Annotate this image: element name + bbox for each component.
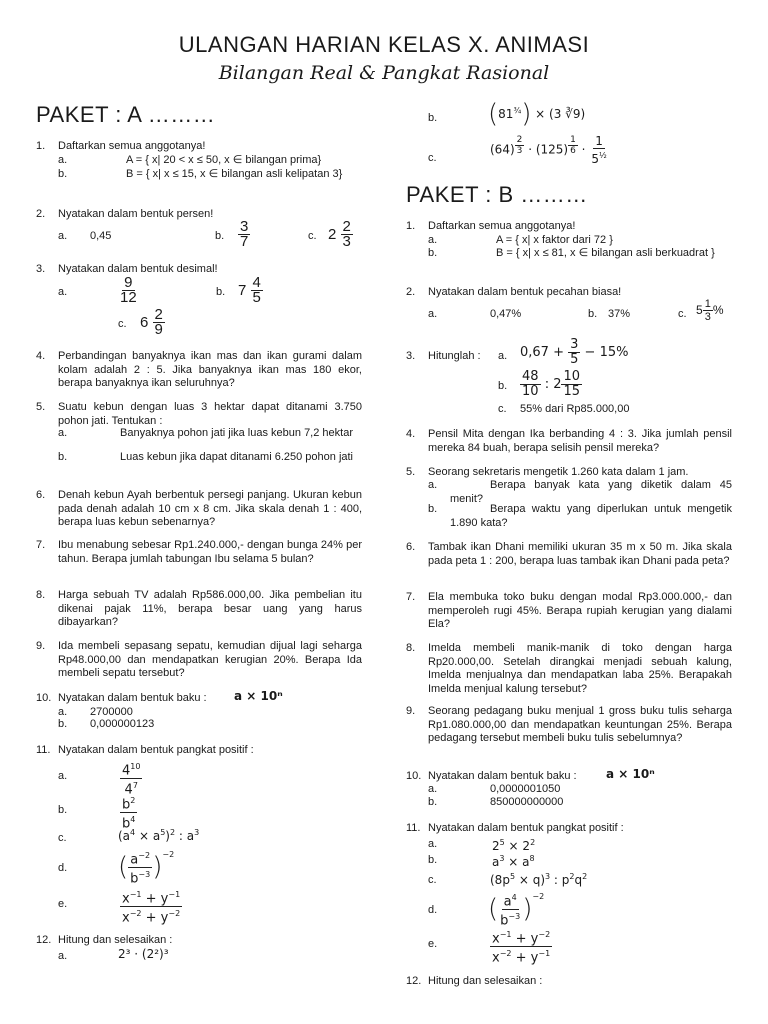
denominator: 7: [240, 233, 249, 250]
option-text: B = { x| x ≤ 15, x ∈ bilangan asli kelipatan 3}: [126, 168, 343, 180]
option-letter: c.: [58, 832, 67, 844]
option-letter: a.: [58, 286, 68, 298]
question-text: Nyatakan dalam bentuk baku :: [428, 770, 577, 782]
option-letter: b.: [498, 380, 508, 392]
denominator: 3: [704, 311, 711, 323]
expression: ( $\frac{a^{-2}}{b^{-3}}$ )$^{-2}$: [118, 850, 175, 887]
option-letter: a.: [428, 479, 438, 491]
question-number: 4.: [36, 350, 46, 362]
question-number: 4.: [406, 428, 416, 440]
expression: $\frac{x^{-1} + y^{-2}}{x^{-2} + y^{-1}}$: [492, 930, 551, 966]
option-text: A = { x| x faktor dari 72 }: [496, 234, 613, 246]
question-number: 12.: [36, 934, 52, 946]
option-letter: b.: [428, 247, 438, 259]
expression: $\frac{4^{10}}{4^7}$: [122, 762, 141, 798]
question-number: 5.: [406, 466, 416, 478]
option-value: 2700000: [90, 706, 133, 718]
question-text: Nyatakan dalam bentuk baku :: [58, 692, 207, 704]
option-letter: d.: [58, 862, 68, 874]
option-letter: e.: [428, 938, 438, 950]
option-letter: c.: [428, 874, 437, 886]
denominator: 9: [154, 321, 163, 338]
question-text: Denah kebun Ayah berbentuk persegi panjang. Ukuran kebun pada denah adalah 10 cm x 8 cm. Jika skala denah 1 : 400, berapa luas kebun sebenarnya?: [58, 489, 362, 528]
question-number: 12.: [406, 975, 422, 987]
question-number: 7.: [406, 591, 416, 603]
question-text: Nyatakan dalam bentuk pangkat positif :: [428, 822, 624, 834]
question-number: 7.: [36, 539, 46, 551]
option-value: 37%: [608, 308, 631, 320]
page-subtitle: Bilangan Real & Pangkat Rasional: [218, 62, 550, 84]
expression: 0,67 + $\frac{3}{5}$ − 15%: [520, 337, 629, 367]
option-letter: b.: [428, 854, 438, 866]
question-text: Perbandingan banyaknya ikan mas dan ikan gurami dalam kolam adalah 2 : 5. Jika banyaknya ikan mas 180 ekor, berapa banyaknya ikan seluruhnya?: [58, 350, 362, 389]
question-text: Nyatakan dalam bentuk pecahan biasa!: [428, 286, 622, 298]
question-number: 9.: [406, 705, 416, 717]
option-value: 0,0000001050: [490, 783, 561, 795]
question-number: 3.: [36, 263, 46, 275]
question-text: Ela membuka toko buku dengan modal Rp3.000.000,- dan memperoleh rugi 45%. Berapa rupiah kerugian yang dialami Ela?: [428, 591, 732, 630]
whole: 7: [238, 281, 247, 299]
expression: $\frac{48}{10}$ : 2 $\frac{10}{15}$: [522, 369, 581, 399]
percent-sign: %: [712, 302, 724, 317]
question-number: 10.: [36, 692, 52, 704]
option-letter: e.: [58, 898, 68, 910]
option-letter: a.: [58, 427, 68, 439]
question-text: Seorang pedagang buku menjual 1 gross buku tulis seharga Rp1.080.000,00 dan mendapatkan keuntungan 25%. Berapa pedagang tersebut membeli buku tulis sebelumnya?: [428, 705, 732, 744]
mixed-fraction: [328, 220, 353, 249]
numerator: 2: [342, 218, 351, 235]
question-text: Harga sebuah TV adalah Rp586.000,00. Jika pembelian itu dikenai pajak 11%, berapa besar uang yang harus dibayarkan?: [58, 589, 362, 628]
question-text: Hitung dan selesaikan :: [428, 975, 543, 987]
question-number: 11.: [406, 822, 421, 834]
option-value: 0,47%: [490, 308, 522, 320]
option-letter: b.: [216, 286, 226, 298]
option-value: 0,45: [90, 230, 112, 242]
expression: (64) $\frac{2}{3}$ · (125) $\frac{1}{6}$ · $\frac{1}{5^{\frac{1}{2}}}$: [490, 134, 607, 166]
option-letter: a.: [58, 154, 68, 166]
option-letter: c.: [428, 152, 437, 164]
option-letter: d.: [428, 904, 438, 916]
option-letter: a.: [58, 950, 68, 962]
numerator: 9: [124, 274, 133, 291]
option-letter: b.: [428, 796, 438, 808]
expression: $\frac{b^2}{b^4}$: [122, 796, 136, 832]
paket-b-heading: PAKET : B ………: [406, 182, 588, 207]
fraction: [118, 276, 139, 305]
question-text: Pensil Mita dengan Ika berbanding 4 : 3. Jika jumlah pensil mereka 84 buah, berapa selisih pensil mereka?: [428, 428, 732, 454]
standard-form: a × 10ⁿ: [234, 689, 283, 703]
question-text: Hitung dan selesaikan :: [58, 934, 173, 946]
option-letter: a.: [58, 230, 68, 242]
question-number: 9.: [36, 640, 46, 652]
question-text: Ibu menabung sebesar Rp1.240.000,- dengan bunga 24% per tahun. Berapa jumlah tabungan Ibu selama 5 bulan?: [58, 539, 362, 565]
standard-form: a × 10ⁿ: [606, 767, 655, 781]
option-letter: a.: [428, 783, 438, 795]
expression: $2^5 \times 2^2$: [492, 838, 536, 853]
option-letter: b.: [58, 718, 68, 730]
question-number: 8.: [36, 589, 46, 601]
question-text: Nyatakan dalam bentuk persen!: [58, 208, 214, 220]
whole: 2: [328, 225, 337, 243]
question-number: 5.: [36, 401, 46, 413]
question-text: Suatu kebun dengan luas 3 hektar dapat ditanami 3.750 pohon jati. Tentukan :: [58, 401, 362, 427]
numerator: 1: [704, 298, 711, 310]
fraction: [238, 220, 250, 249]
question-number: 3.: [406, 350, 416, 362]
option-letter: a.: [428, 234, 438, 246]
whole: 5: [696, 302, 703, 317]
option-letter: b.: [58, 804, 68, 816]
option-letter: c.: [678, 308, 687, 320]
page-title: ULANGAN HARIAN KELAS X. ANIMASI: [178, 32, 590, 57]
expression: $\frac{x^{-1} + y^{-1}}{x^{-2} + y^{-2}}$: [122, 890, 181, 926]
option-letter: a.: [428, 308, 438, 320]
mixed-fraction: [696, 298, 723, 323]
option-text: Berapa banyak kata yang diketik dalam 45 menit?: [450, 479, 732, 505]
option-text: B = { x| x ≤ 81, x ∈ bilangan asli berkuadrat }: [496, 247, 715, 259]
question-text: Imelda membeli manik-manik di toko dengan harga Rp20.000,00. Setelah dirangkai menjadi sebuah kalung, Imelda menjualnya dan mendapatkan laba 25%. Berapakah Imelda menjual kalung tersebut?: [428, 642, 732, 695]
question-number: 2.: [36, 208, 46, 220]
whole: 6: [140, 313, 149, 331]
question-text: Daftarkan semua anggotanya!: [428, 220, 576, 232]
question-number: 6.: [36, 489, 46, 501]
numerator: 4: [252, 274, 261, 291]
denominator: 3: [342, 233, 351, 250]
option-letter: b.: [58, 168, 68, 180]
option-letter: b.: [58, 451, 68, 463]
option-letter: b.: [588, 308, 598, 320]
mixed-fraction: [238, 276, 263, 305]
numerator: 3: [240, 218, 249, 235]
question-text: Nyatakan dalam bentuk desimal!: [58, 263, 218, 275]
option-letter: b.: [428, 112, 438, 124]
option-value: 850000000000: [490, 796, 564, 808]
question-number: 8.: [406, 642, 416, 654]
expression: ( $\frac{a^4}{b^{-3}}$ )$^{-2}$: [488, 892, 545, 929]
question-text: Nyatakan dalam bentuk pangkat positif :: [58, 744, 254, 756]
option-text: Berapa waktu yang diperlukan untuk mengetik 1.890 kata?: [450, 503, 732, 529]
option-letter: a.: [58, 770, 68, 782]
question-text: Hitunglah :: [428, 350, 481, 362]
question-number: 1.: [36, 140, 46, 152]
option-value: 0,000000123: [90, 718, 155, 730]
numerator: 2: [154, 306, 163, 323]
option-text: Luas kebun jika dapat ditanami 6.250 pohon jati: [120, 451, 354, 463]
option-letter: c.: [118, 318, 127, 330]
question-number: 1.: [406, 220, 416, 232]
option-text: A = { x| 20 < x ≤ 50, x ∈ bilangan prima}: [126, 154, 322, 166]
question-number: 10.: [406, 770, 422, 782]
option-letter: c.: [308, 230, 317, 242]
option-text: 55% dari Rp85.000,00: [520, 403, 630, 415]
question-text: Ida membeli sepasang sepatu, kemudian dijual lagi seharga Rp48.000,00 dan mendapatkan kerugian 20%. Berapa Ida membeli sepatu tersebut?: [58, 640, 362, 679]
option-letter: a.: [58, 706, 68, 718]
denominator: 5: [252, 289, 261, 306]
option-text: Banyaknya pohon jati jika luas kebun 7,2 hektar: [120, 427, 353, 439]
expression: $(8p^5 \times q)^3$ : $p^2q^2$: [490, 872, 588, 887]
expression: 2³ · (2²)³: [118, 947, 169, 961]
option-letter: a.: [428, 838, 438, 850]
question-text: Tambak ikan Dhani memiliki ukuran 35 m x 50 m. Jika skala pada peta 1 : 200, berapa luas tambak ikan Dhani pada peta?: [428, 541, 732, 567]
denominator: 12: [120, 289, 137, 306]
option-letter: c.: [498, 403, 507, 415]
paket-a-heading: PAKET : A ………: [36, 102, 216, 127]
expression: $(81^{\frac{3}{4}}) \times (3$ ∛9): [488, 98, 586, 129]
expression: $(a^4 \times a^5)^2$ : $a^3$: [118, 828, 200, 843]
question-number: 6.: [406, 541, 416, 553]
question-text: Seorang sekretaris mengetik 1.260 kata dalam 1 jam.: [428, 466, 689, 478]
mixed-fraction: [140, 308, 165, 337]
expression: $a^3 \times a^8$: [492, 854, 535, 869]
question-text: Daftarkan semua anggotanya!: [58, 140, 206, 152]
question-number: 11.: [36, 744, 51, 756]
option-letter: b.: [428, 503, 438, 515]
option-letter: b.: [215, 230, 225, 242]
question-number: 2.: [406, 286, 416, 298]
option-letter: a.: [498, 350, 508, 362]
